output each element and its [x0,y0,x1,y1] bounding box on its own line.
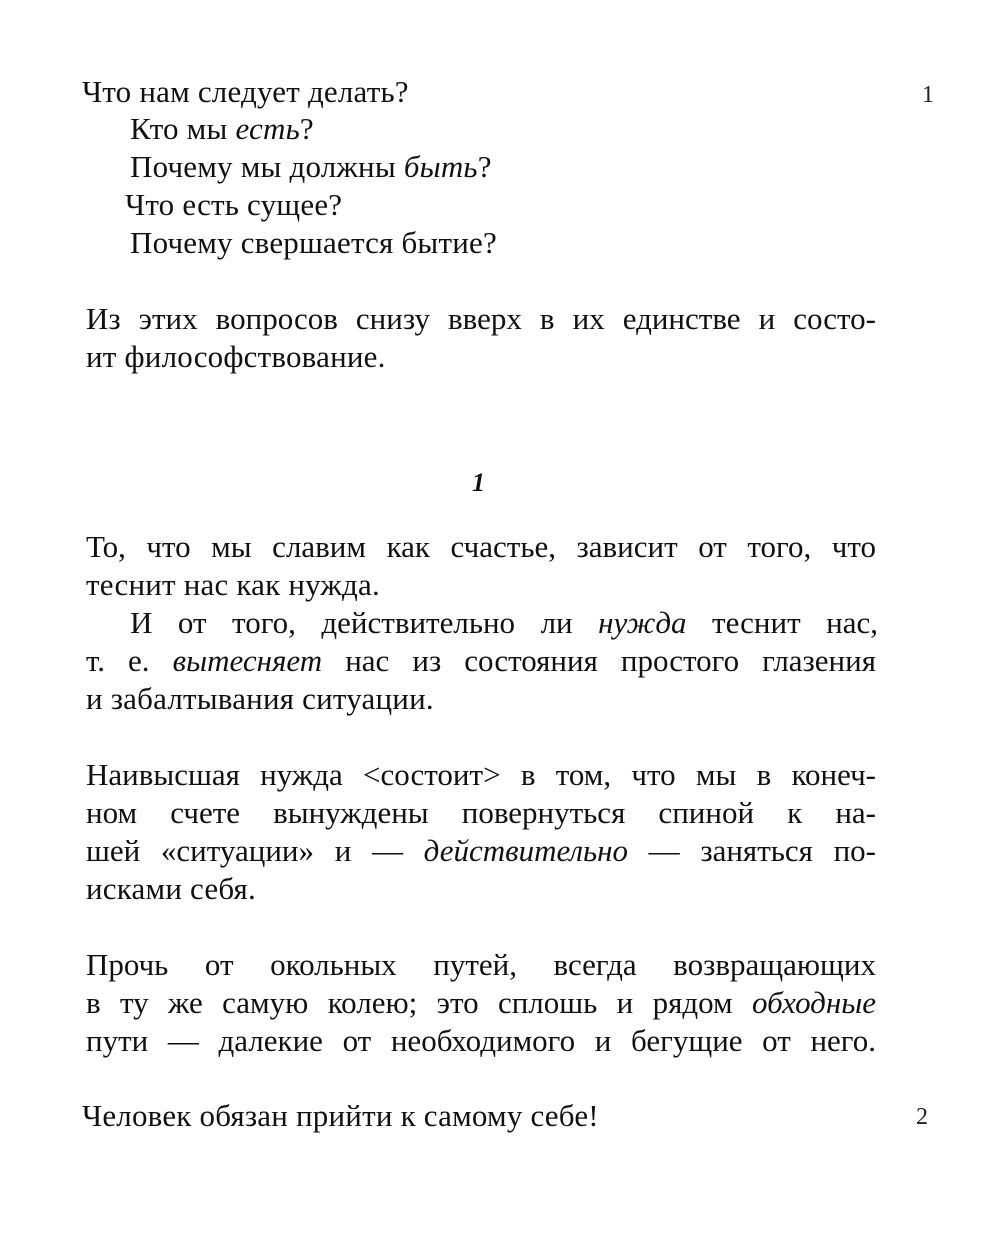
italic-emphasis: быть [403,149,478,184]
text-fragment: в ту же самую колею; это сплошь и рядом [86,985,753,1020]
paragraph-line: Наивысшая нужда <состоит> в том, что мы в конеч- [86,757,876,792]
question-line-1 [82,73,409,111]
paragraph-line: пути — далекие от необходимого и бегущие от него. [86,1023,876,1058]
text-fragment: И от того, действительно ли [130,605,599,640]
text-fragment: нас из состояния простого глазения [322,643,877,678]
paragraph-line: То, что мы славим как счастье, зависит от того, что [86,529,876,564]
paragraph-line: ном счете вынуждены повернуться спиной к на- [86,795,876,830]
paragraph-line: ит философствование. [86,339,386,374]
question-mark: ? [477,149,492,184]
closing-line: Человек обязан прийти к самому себе! [82,1098,599,1133]
italic-emphasis: вытесняет [172,643,323,678]
section-number: 1 [472,468,485,497]
margin-number-2: 2 [916,1104,928,1130]
paragraph-line: Прочь от окольных путей, всегда возвращающих [86,947,876,982]
paragraph-line: Из этих вопросов снизу вверх в их единстве и состо- [86,301,876,336]
margin-number-1: 1 [922,82,934,108]
text-fragment: теснит нас, [686,605,878,640]
italic-emphasis: есть [235,111,300,146]
question-text: Что есть сущее? [125,187,343,222]
paragraph-line [130,604,878,642]
paragraph-line: и забалтывания ситуации. [86,681,434,716]
question-mark: ? [299,111,314,146]
question-line-2 [130,110,314,148]
paragraph-line [86,642,876,680]
question-text: Что нам следует делать? [82,74,409,109]
italic-emphasis: обходные [752,985,876,1020]
paragraph-line: теснит нас как нужда. [86,567,380,602]
text-fragment: шей «ситуации» и — [86,833,424,868]
question-line-4 [125,186,342,224]
text-fragment: — заняться по- [627,833,876,868]
paragraph-line: исками себя. [86,871,256,906]
italic-emphasis: действительно [423,833,628,868]
paragraph-line [86,984,876,1022]
question-text: Почему мы должны [130,149,404,184]
paragraph-line [86,832,876,870]
text-fragment: т. е. [86,643,173,678]
question-line-3 [130,148,492,186]
question-line-5 [130,224,497,262]
italic-emphasis: нужда [598,605,687,640]
question-text: Кто мы [130,111,236,146]
question-text: Почему свершается бытие? [130,225,497,260]
